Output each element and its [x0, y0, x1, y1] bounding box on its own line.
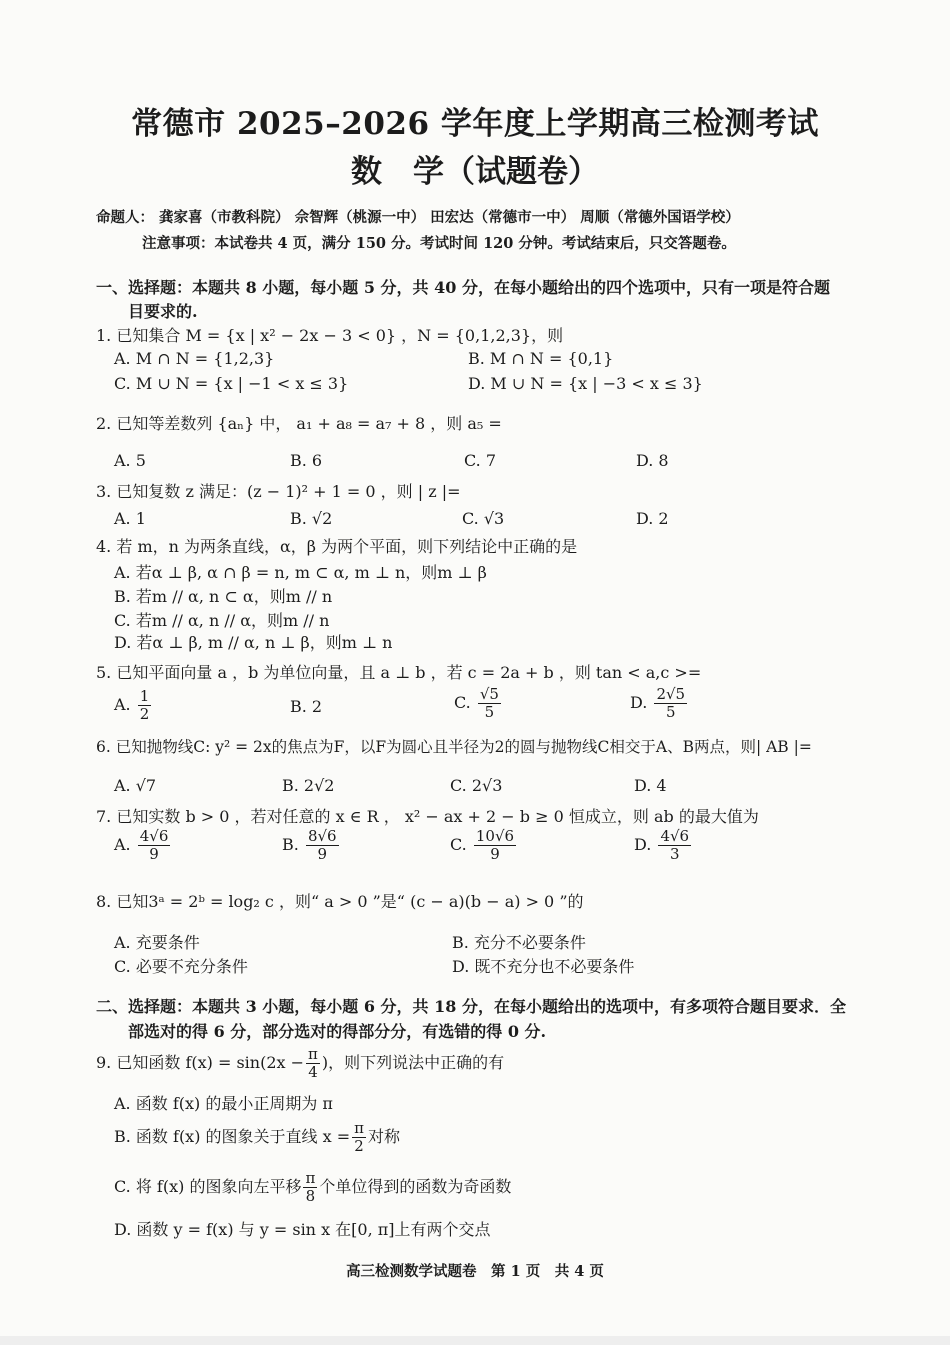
q6-option-d: D. 4	[634, 776, 667, 795]
q9-option-b-pre: B. 函数 f(x) 的图象关于直线 x =	[114, 1127, 351, 1146]
q9-option-c	[114, 1170, 511, 1205]
q9-option-c-post: 个单位得到的函数为奇函数	[319, 1177, 512, 1196]
q5-a-den: 2	[139, 705, 150, 723]
page-subtitle: 数 学（试题卷）	[351, 154, 599, 190]
q8-option-d: D. 既不充分也不必要条件	[452, 957, 635, 976]
section2-heading: 二、选择题：本题共 3 小题，每小题 6 分，共 18 分，在每小题给出的选项中，有多项符合题目要求．全	[96, 997, 846, 1016]
q9-stem-num: π	[308, 1045, 318, 1063]
q8-option-b: B. 充分不必要条件	[452, 933, 586, 952]
q9-option-d: D. 函数 y = f(x) 与 y = sin x 在[0, π]上有两个交点	[114, 1220, 491, 1239]
q6-option-c: C. 2√3	[450, 776, 503, 795]
q7-d-den: 3	[669, 845, 680, 863]
q9-option-b-fraction	[352, 1120, 366, 1155]
section1-heading-cont: 目要求的.	[128, 302, 198, 321]
q7-option-b	[282, 828, 341, 863]
q6-option-a: A. √7	[114, 776, 157, 795]
q9-option-b	[114, 1120, 400, 1155]
q7-d-num: 4√6	[660, 827, 690, 845]
q5-d-den: 5	[665, 703, 676, 721]
q5-c-num: √5	[479, 685, 499, 703]
q5-stem: 5. 已知平面向量 a ，b 为单位向量，且 a ⊥ b ，若 c = 2a + b ，则 tan < a,c >=	[96, 663, 702, 682]
q5-option-d-fraction	[654, 686, 687, 721]
q2-option-b: B. 6	[290, 451, 323, 470]
q4-option-c: C. 若m // α, n // α，则m // n	[114, 611, 330, 630]
q3-option-c: C. √3	[462, 509, 505, 528]
q9-c-den: 8	[305, 1187, 316, 1205]
q7-option-b-fraction	[306, 828, 339, 863]
q6-option-b: B. 2√2	[282, 776, 335, 795]
page-bottom-edge	[0, 1336, 950, 1345]
q7-option-d-fraction	[658, 828, 691, 863]
q3-option-d: D. 2	[636, 509, 669, 528]
q5-option-c	[454, 686, 503, 721]
q1-option-b: B. M ∩ N = {0,1}	[468, 349, 614, 368]
q4-stem: 4. 若 m，n 为两条直线，α，β 为两个平面，则下列结论中正确的是	[96, 537, 578, 556]
q1-option-a: A. M ∩ N = {1,2,3}	[114, 349, 275, 368]
q5-d-num: 2√5	[656, 685, 686, 703]
section1-heading: 一、选择题：本题共 8 小题，每小题 5 分，共 40 分，在每小题给出的四个选项中，只有一项是符合题	[96, 278, 830, 297]
q7-c-den: 9	[490, 845, 500, 863]
q1-option-c: C. M ∪ N = {x | −1 < x ≤ 3}	[114, 374, 349, 393]
q3-option-a: A. 1	[114, 509, 146, 528]
authors-line: 命题人： 龚家喜（市教科院） 佘智辉（桃源一中） 田宏达（常德市一中） 周顺（常德外国语学校）	[96, 209, 740, 226]
q7-option-c-label: C.	[450, 835, 467, 854]
q7-b-den: 9	[317, 845, 328, 863]
q5-option-c-fraction	[478, 686, 501, 721]
q6-stem: 6. 已知抛物线C: y² = 2x的焦点为F，以F为圆心且半径为2的圆与抛物线C相交于A、B两点，则| AB |=	[96, 738, 812, 756]
q5-option-c-label: C.	[454, 693, 471, 712]
q7-c-num: 10√6	[475, 827, 515, 845]
q7-stem: 7. 已知实数 b > 0 ，若对任意的 x ∈ R ， x² − ax + 2 − b ≥ 0 恒成立，则 ab 的最大值为	[96, 807, 759, 826]
page-title: 常德市 2025–2026 学年度上学期高三检测考试	[131, 106, 819, 142]
q8-option-a: A. 充要条件	[114, 933, 200, 952]
q8-stem: 8. 已知3ᵃ = 2ᵇ = log₂ c ，则“ a > 0 ”是“ (c − a)(b − a) > 0 ”的	[96, 892, 584, 911]
q3-stem: 3. 已知复数 z 满足：(z − 1)² + 1 = 0 ，则 | z |=	[96, 482, 461, 501]
q7-option-a-label: A.	[114, 835, 131, 854]
q8-option-c: C. 必要不充分条件	[114, 957, 248, 976]
section2-heading-cont: 部选对的得 6 分，部分选对的得部分分，有选错的得 0 分.	[128, 1022, 547, 1041]
q7-b-num: 8√6	[307, 827, 337, 845]
q9-stem-fraction	[306, 1046, 320, 1081]
q9-stem-den: 4	[308, 1063, 318, 1081]
q9-stem-post: )，则下列说法中正确的有	[321, 1053, 505, 1072]
page-footer: 高三检测数学试题卷 第 1 页 共 4 页	[346, 1263, 604, 1280]
q5-option-a-label: A.	[114, 695, 131, 714]
q5-option-d	[630, 686, 689, 721]
q9-stem-pre: 9. 已知函数 f(x) = sin(2x −	[96, 1053, 305, 1072]
q7-option-c-fraction	[474, 828, 516, 863]
q9-b-den: 2	[354, 1137, 364, 1155]
q5-option-a	[114, 688, 153, 723]
q7-option-b-label: B.	[282, 835, 299, 854]
q5-option-b: B. 2	[290, 697, 323, 716]
q3-option-b: B. √2	[290, 509, 333, 528]
q9-option-c-pre: C. 将 f(x) 的图象向左平移	[114, 1177, 302, 1196]
q9-b-num: π	[354, 1119, 364, 1137]
q5-option-a-fraction	[138, 688, 152, 723]
q2-option-a: A. 5	[114, 451, 146, 470]
q1-option-d: D. M ∪ N = {x | −3 < x ≤ 3}	[468, 374, 703, 393]
q9-option-c-fraction	[303, 1170, 317, 1205]
q7-option-d	[634, 828, 693, 863]
q7-option-d-label: D.	[634, 835, 652, 854]
q9-option-b-post: 对称	[368, 1127, 401, 1146]
q7-option-c	[450, 828, 518, 863]
q5-option-d-label: D.	[630, 693, 648, 712]
q5-c-den: 5	[484, 703, 495, 721]
q7-option-a-fraction	[138, 828, 171, 863]
q9-c-num: π	[305, 1169, 316, 1187]
q5-a-num: 1	[139, 687, 150, 705]
q2-option-d: D. 8	[636, 451, 669, 470]
q4-option-a: A. 若α ⊥ β, α ∩ β = n, m ⊂ α, m ⊥ n，则m ⊥ β	[114, 563, 487, 582]
q7-option-a	[114, 828, 172, 863]
q9-option-a: A. 函数 f(x) 的最小正周期为 π	[114, 1094, 333, 1113]
notice-line: 注意事项：本试卷共 4 页，满分 150 分。考试时间 120 分钟。考试结束后，只交答题卷。	[142, 235, 736, 252]
q9-stem	[96, 1046, 504, 1081]
q1-stem: 1. 已知集合 M = {x | x² − 2x − 3 < 0} ，N = {0,1,2,3}，则	[96, 326, 564, 345]
q4-option-d: D. 若α ⊥ β, m // α, n ⊥ β，则m ⊥ n	[114, 633, 393, 652]
q4-option-b: B. 若m // α, n ⊂ α，则m // n	[114, 587, 333, 606]
q7-a-den: 9	[149, 845, 159, 863]
q2-option-c: C. 7	[464, 451, 497, 470]
q7-a-num: 4√6	[139, 827, 169, 845]
q2-stem: 2. 已知等差数列 {aₙ} 中， a₁ + a₈ = a₇ + 8 ，则 a₅ =	[96, 414, 502, 433]
